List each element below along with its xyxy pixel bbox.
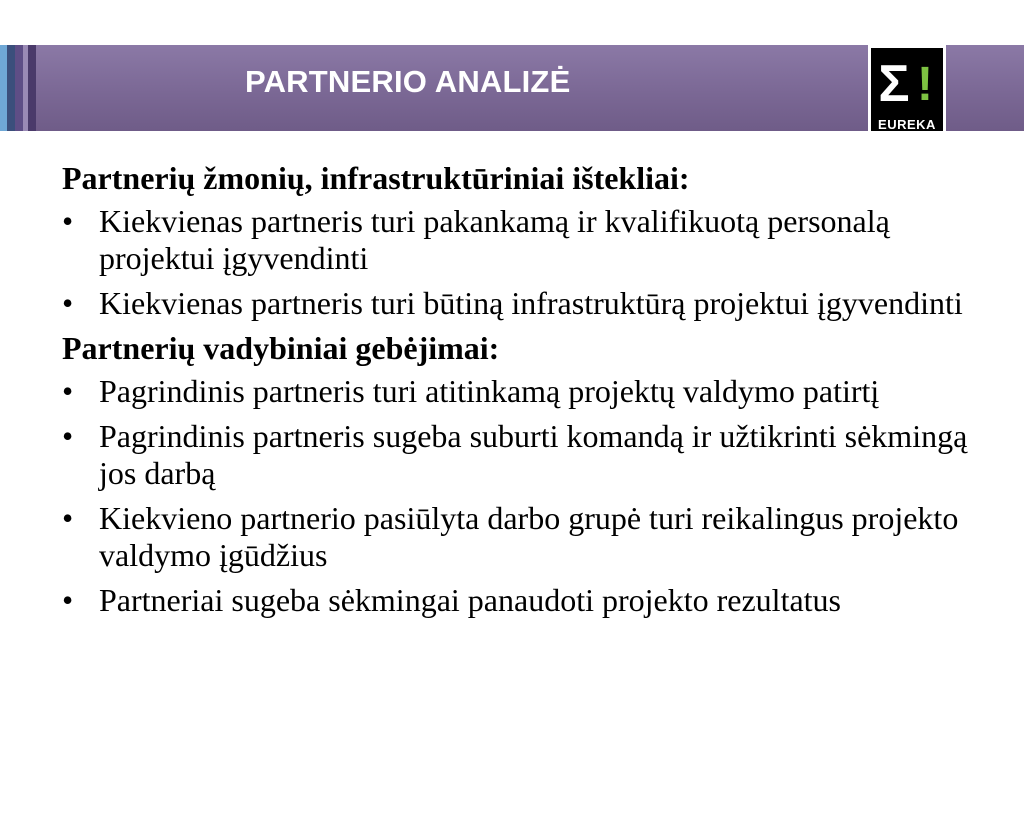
bullet-text: Pagrindinis partneris turi atitinkamą projektų valdymo patirtį — [99, 373, 880, 409]
logo-text: EUREKA — [878, 117, 936, 132]
eureka-logo-icon — [868, 45, 946, 133]
bullet-item — [62, 285, 1002, 322]
bullet-item — [62, 418, 1002, 492]
slide-content — [62, 160, 1002, 627]
bullet-item — [62, 373, 1002, 410]
bullet-item — [62, 500, 1002, 574]
bullet-icon: • — [62, 500, 74, 536]
accent-stripe — [28, 45, 36, 131]
accent-stripe — [0, 45, 7, 131]
eureka-logo — [868, 45, 946, 133]
bullet-text: Partneriai sugeba sėkmingai panaudoti projekto rezultatus — [99, 582, 841, 618]
bullet-item — [62, 582, 1002, 619]
bullet-icon: • — [62, 203, 74, 239]
section-heading: Partnerių vadybiniai gebėjimai: — [62, 330, 500, 366]
accent-stripe — [7, 45, 15, 131]
slide-title: PARTNERIO ANALIZĖ — [245, 64, 571, 99]
bullet-text: Kiekvienas partneris turi pakankamą ir kvalifikuotą personalą projektui įgyvendinti — [99, 203, 890, 276]
svg-text:Σ: Σ — [878, 55, 910, 113]
bullet-list — [62, 203, 1002, 322]
bullet-text: Kiekvienas partneris turi būtiną infrastruktūrą projektui įgyvendinti — [99, 285, 963, 321]
bullet-text: Pagrindinis partneris sugeba suburti komandą ir užtikrinti sėkmingą jos darbą — [99, 418, 968, 491]
accent-stripe — [15, 45, 23, 131]
svg-text:!: ! — [917, 58, 933, 111]
bullet-text: Kiekvieno partnerio pasiūlyta darbo grupė turi reikalingus projekto valdymo įgūdžius — [99, 500, 959, 573]
bullet-icon: • — [62, 373, 74, 409]
bullet-icon: • — [62, 582, 74, 618]
bullet-list — [62, 373, 1002, 619]
bullet-icon: • — [62, 285, 74, 321]
section-heading: Partnerių žmonių, infrastruktūriniai ištekliai: — [62, 160, 690, 196]
bullet-item — [62, 203, 1002, 277]
bullet-icon: • — [62, 418, 74, 454]
